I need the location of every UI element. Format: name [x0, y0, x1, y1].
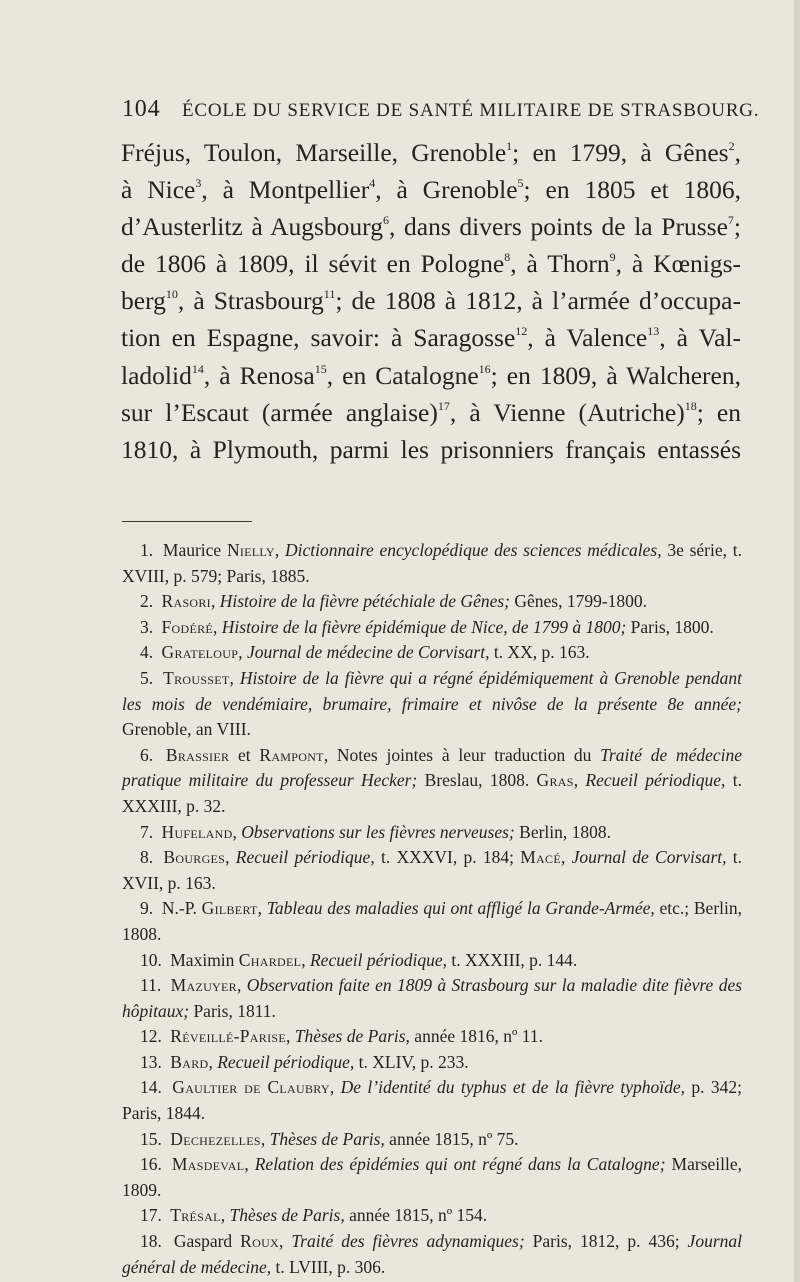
footnote — [122, 896, 742, 947]
footnote-number: 18. — [140, 1231, 162, 1252]
text-run: , — [213, 616, 222, 637]
text-run: berg — [121, 286, 166, 316]
text-run: Paris, 1800. — [626, 616, 714, 637]
text-run: tion en Espagne, savoir: à Saragosse — [121, 323, 516, 353]
text-run: Paris, 1811. — [189, 1000, 276, 1021]
footnote-number: 3. — [140, 616, 154, 637]
text-run: ; en 1809, à Walcheren, — [490, 360, 741, 390]
footnote-number: 17. — [140, 1205, 162, 1226]
italic-title: Thèses de Paris, — [294, 1026, 410, 1047]
author-name: Trousset — [163, 667, 230, 688]
body-line — [121, 431, 741, 468]
italic-title: De l’identité du typhus et de la fièvre typhoïde, — [340, 1077, 685, 1098]
text-run: , — [279, 1231, 292, 1252]
text-run: Gaspard — [165, 1231, 241, 1252]
author-name: Bard — [170, 1051, 209, 1072]
author-name: Gras — [536, 770, 574, 791]
footnote-ref: 14 — [191, 361, 204, 376]
footnote — [122, 743, 742, 820]
author-name: Chardel — [238, 949, 302, 970]
footnote — [122, 845, 742, 896]
footnote-ref: 16 — [478, 361, 491, 376]
text-run: à Nice — [121, 175, 196, 205]
footnote — [122, 948, 742, 974]
text-run: , Notes jointes à leur traduction du — [323, 744, 601, 765]
text-run: ; de 1808 à 1812, à l’armée d’occupa- — [335, 286, 741, 316]
text-run: , — [236, 975, 247, 996]
text-run: N.-P. — [157, 898, 202, 919]
text-run: Fréjus, Toulon, Marseille, Grenoble — [121, 138, 507, 167]
footnote-ref: 17 — [437, 398, 450, 413]
footnote — [122, 1050, 742, 1076]
text-run: année 1815, nº 75. — [384, 1128, 519, 1149]
text-run: , — [285, 1026, 295, 1047]
text-run: , — [238, 642, 247, 663]
text-run: ; en 1799, à Gênes — [512, 138, 729, 167]
footnote-ref: 6 — [382, 213, 389, 228]
footnote-ref: 7 — [727, 213, 734, 228]
text-run: , — [244, 1154, 255, 1175]
text-run: t. XX, p. 163. — [489, 642, 590, 663]
text-run: , — [734, 138, 741, 167]
text-run: , à Renosa — [203, 360, 315, 390]
text-run: , — [232, 821, 242, 842]
text-run: , dans divers points de la Prusse — [388, 212, 728, 242]
body-line — [121, 171, 741, 208]
text-run: t. XVII, p. 163. — [122, 847, 743, 893]
text-run: t. LVIII, p. 306. — [271, 1256, 386, 1277]
body-line — [121, 134, 741, 171]
text-run: sur l’Escaut (armée anglaise) — [121, 397, 438, 427]
italic-title: Recueil périodique, — [585, 770, 726, 791]
italic-title: Tableau des maladies qui ont affligé la Grande-Armée, — [266, 898, 655, 919]
author-name: Mazuyer — [170, 975, 237, 996]
text-run: Gênes, 1799-1800. — [510, 591, 648, 612]
footnote — [122, 1229, 742, 1280]
text-run: Maximin — [165, 949, 239, 970]
text-run: , — [274, 540, 285, 560]
author-name: Masdeval — [171, 1154, 245, 1175]
text-run: , à Grenoble — [375, 175, 518, 205]
page-edge — [794, 0, 800, 1282]
footnote-ref: 15 — [314, 361, 327, 376]
author-name: Rasori — [161, 591, 211, 612]
footnote-ref: 4 — [369, 176, 376, 191]
text-run: ; en 1805 et 1806, — [523, 175, 741, 205]
main-paragraph — [121, 134, 741, 468]
text-run: ; — [733, 212, 741, 242]
author-name: Fodéré — [161, 616, 214, 637]
text-run: t. XLIV, p. 233. — [354, 1051, 469, 1072]
text-run: , à Kœnigs- — [615, 249, 741, 279]
page-number: 104 — [122, 96, 161, 122]
author-name: Brassier — [165, 744, 230, 765]
text-run: , — [210, 591, 220, 612]
italic-title: Recueil périodique, — [217, 1051, 355, 1072]
footnote — [122, 1024, 742, 1050]
footnote-ref: 13 — [647, 324, 660, 339]
footnote-number: 6. — [140, 744, 154, 765]
text-run: Grenoble, an VIII. — [122, 719, 251, 740]
body-line — [121, 319, 741, 356]
footnote-ref: 3 — [195, 176, 202, 191]
footnote-number: 1. — [140, 540, 154, 560]
text-run: Breslau, 1808. — [417, 770, 537, 791]
text-run: année 1816, nº 11. — [409, 1026, 544, 1047]
text-run: , — [257, 898, 267, 919]
text-run: ; en — [696, 397, 741, 427]
footnote-ref: 18 — [684, 398, 697, 413]
text-run: 3e série, t. XVIII, p. 579; Paris, 1885. — [122, 540, 743, 586]
text-run: 1810, à Plymouth, parmi les prisonniers français entassés — [121, 434, 741, 464]
footnote-number: 4. — [140, 642, 154, 663]
italic-title: Thèses de Paris, — [229, 1205, 345, 1226]
footnote-ref: 12 — [515, 324, 528, 339]
footnote-ref: 9 — [609, 250, 616, 265]
author-name: Réveillé-Parise — [170, 1026, 286, 1047]
footnote — [122, 666, 742, 743]
footnote-number: 13. — [140, 1051, 162, 1072]
footnote — [122, 538, 742, 589]
text-run: , — [208, 1051, 218, 1072]
italic-title: Journal de médecine de Corvisart, — [246, 642, 490, 663]
body-line — [121, 208, 741, 245]
footnotes — [122, 538, 742, 1280]
footnote — [122, 820, 742, 846]
italic-title: Recueil périodique, — [309, 949, 448, 970]
text-run: t. XXXIII, p. 144. — [447, 949, 578, 970]
footnote — [122, 1075, 742, 1126]
author-name: Gaultier de Claubry — [172, 1077, 330, 1098]
footnote-ref: 10 — [165, 287, 178, 302]
text-run: , — [260, 1128, 270, 1149]
text-run: , — [329, 1077, 341, 1098]
text-run: , — [573, 770, 586, 791]
text-run: , à Thorn — [510, 249, 610, 279]
text-run: , — [220, 1205, 230, 1226]
author-name: Trésal — [170, 1205, 221, 1226]
footnote-ref: 8 — [504, 250, 511, 265]
text-run: , à Valence — [527, 323, 648, 353]
author-name: Macé — [520, 847, 561, 868]
italic-title: Traité des fièvres adynamiques; — [291, 1231, 525, 1252]
footnote-number: 5. — [140, 667, 154, 688]
text-run: , — [301, 949, 310, 970]
footnote-ref: 11 — [323, 287, 336, 302]
body-line — [121, 245, 741, 282]
footnote — [122, 640, 742, 666]
footnote — [122, 973, 742, 1024]
author-name: Rampont — [259, 744, 324, 765]
footnote-number: 11. — [140, 975, 162, 996]
text-run: , — [229, 667, 240, 688]
italic-title: Relation des épidémies qui ont régné dans la Catalogne; — [254, 1154, 666, 1175]
text-run: Berlin, 1808. — [514, 821, 612, 842]
italic-title: Histoire de la fièvre épidémique de Nice, de 1799 à 1800; — [221, 616, 627, 637]
italic-title: Traité de médecine pratique militaire du professeur Hecker; — [122, 744, 743, 791]
author-name: Bourges — [163, 847, 226, 868]
author-name: Grateloup — [161, 642, 239, 663]
text-run: année 1815, nº 154. — [344, 1205, 488, 1226]
running-title: ÉCOLE DU SERVICE DE SANTÉ MILITAIRE DE STRASBOURG. — [181, 100, 760, 121]
author-name: Dechezelles — [170, 1128, 261, 1149]
italic-title: Journal général de médecine, — [122, 1231, 742, 1277]
italic-title: Observations sur les fièvres nerveuses; — [241, 821, 515, 842]
footnote-divider — [122, 521, 252, 522]
italic-title: Histoire de la fièvre pétéchiale de Gênes; — [219, 591, 510, 612]
text-run: ladolid — [121, 360, 192, 390]
text-run: , — [560, 847, 572, 868]
footnote-ref: 2 — [728, 139, 735, 153]
text-run: p. 342; Paris, 1844. — [122, 1077, 742, 1124]
footnote-number: 10. — [140, 949, 162, 970]
italic-title: Journal de Corvisart, — [571, 847, 727, 868]
author-name: Gilbert — [201, 898, 258, 919]
text-run — [157, 745, 166, 765]
text-run: de 1806 à 1809, il sévit en Pologne — [121, 249, 505, 279]
footnote — [122, 589, 742, 615]
footnote-ref: 5 — [517, 176, 524, 191]
footnote — [122, 615, 742, 641]
body-line — [121, 282, 741, 319]
body-line — [121, 394, 741, 431]
footnote — [122, 1127, 742, 1153]
text-run: t. XXXIII, p. 32. — [122, 770, 742, 816]
footnote-number: 2. — [140, 591, 154, 612]
text-run: Marseille, 1809. — [122, 1154, 743, 1200]
footnote — [122, 1152, 742, 1203]
italic-title: Thèses de Paris, — [269, 1128, 385, 1149]
footnote-number: 9. — [140, 898, 154, 919]
footnote-number: 7. — [140, 821, 154, 842]
author-name: Nielly — [226, 540, 275, 560]
text-run: , en Catalogne — [326, 360, 479, 390]
text-run: Paris, 1812, p. 436; — [524, 1231, 688, 1252]
footnote — [122, 1203, 742, 1229]
text-run: t. XXXVI, p. 184; — [374, 847, 521, 868]
footnote-number: 15. — [140, 1128, 162, 1149]
italic-title: Recueil périodique, — [235, 847, 375, 868]
text-run: Maurice — [157, 540, 227, 560]
running-header — [122, 96, 760, 123]
italic-title: Observation faite en 1809 à Strasbourg sur la maladie dite fièvre des hôpitaux; — [122, 975, 743, 1021]
footnote-number: 8. — [140, 847, 154, 868]
text-run: , à Strasbourg — [177, 286, 324, 316]
footnote-number: 14. — [140, 1077, 162, 1098]
italic-title: Dictionnaire encyclopédique des sciences médicales, — [284, 540, 662, 560]
text-run: , à Val- — [659, 323, 741, 353]
author-name: Hufeland — [161, 821, 233, 842]
footnote-number: 12. — [140, 1026, 162, 1047]
text-run: , à Montpellier — [201, 175, 370, 205]
author-name: Roux — [240, 1231, 280, 1252]
footnote-number: 16. — [140, 1154, 162, 1175]
footnote-ref: 1 — [506, 139, 513, 153]
text-run: et — [229, 744, 260, 765]
text-run: d’Austerlitz à Augsbourg — [121, 212, 383, 242]
text-run: , à Vienne (Autriche) — [449, 397, 685, 427]
text-run: etc.; Berlin, 1808. — [122, 898, 742, 944]
text-run: , — [225, 847, 236, 868]
italic-title: Histoire de la fièvre qui a régné épidémiquement à Grenoble pendant les mois de vendémiaire, brumaire, frimaire et nivôse de la présente 8e année; — [122, 667, 742, 714]
body-line — [121, 357, 741, 394]
